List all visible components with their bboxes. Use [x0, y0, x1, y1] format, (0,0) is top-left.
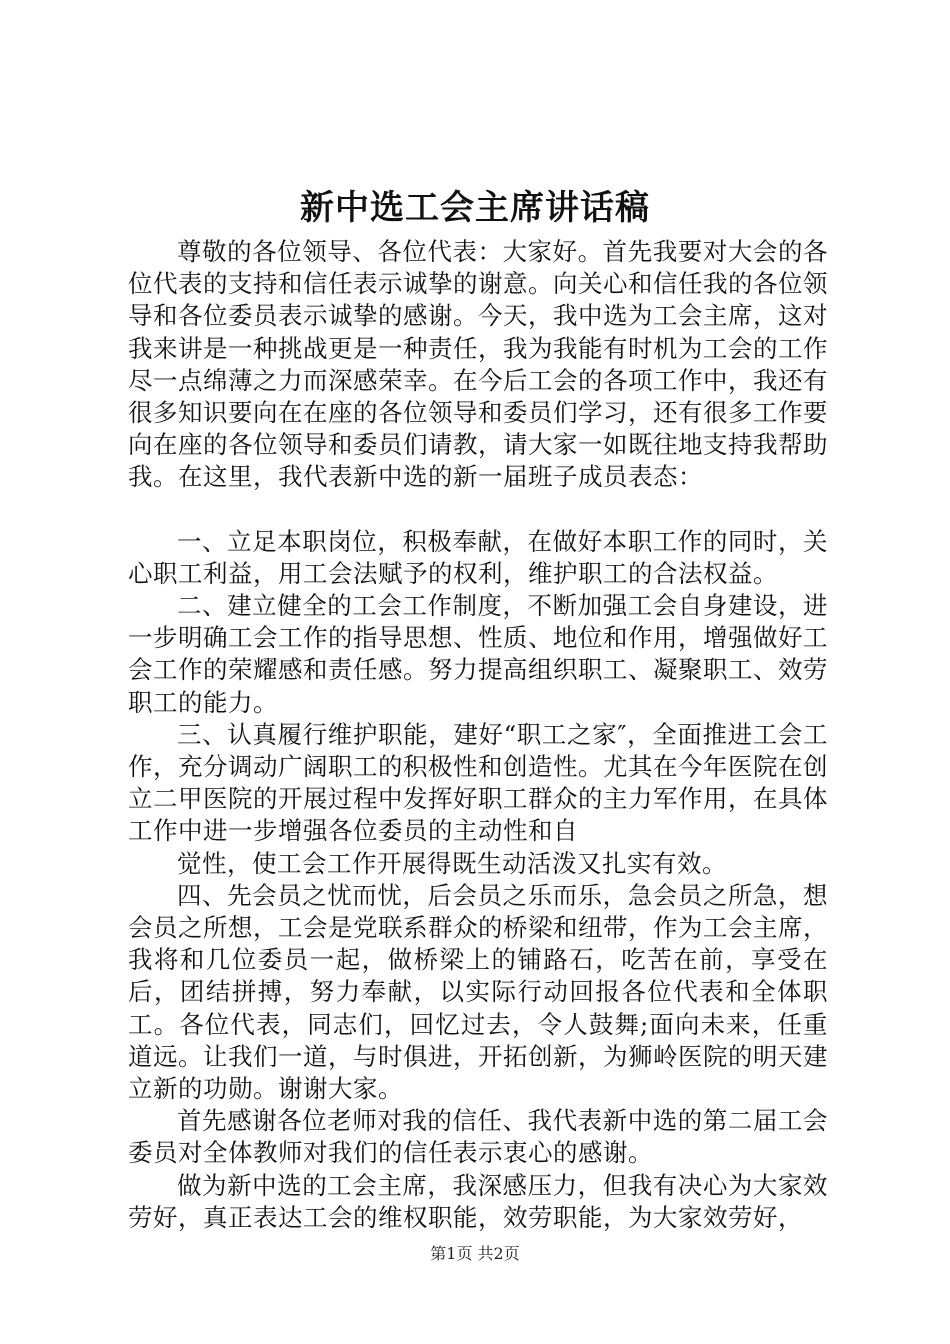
paragraph-point-1: 一、立足本职岗位，积极奉献，在做好本职工作的同时，关心职工利益，用工会法赋予的权利，维护职工的合法权益。	[128, 526, 828, 588]
paragraph-point-2: 二、建立健全的工会工作制度，不断加强工会自身建设，进一步明确工会工作的指导思想、性质、地位和作用，增强做好工会工作的荣耀感和责任感。努力提高组织职工、凝聚职工、效劳职工的能力。	[128, 591, 828, 717]
paragraph-gap	[128, 494, 828, 526]
paragraph-thanks: 首先感谢各位老师对我的信任、我代表新中选的第二届工会委员对全体教师对我们的信任表示衷心的感谢。	[128, 1106, 828, 1168]
paragraph-point-3-continued: 觉性，使工会工作开展得既生动活泼又扎实有效。	[177, 848, 727, 878]
paragraph-point-3: 三、认真履行维护职能，建好“职工之家″，全面推进工会工作，充分调动广阔职工的积极性和创造性。尤其在今年医院在创立二甲医院的开展过程中发挥好职工群众的主力军作用，在具体工作中进一步增强各位委员的主动性和自	[128, 719, 828, 846]
paragraph-opening: 尊敬的各位领导、各位代表：大家好。首先我要对大会的各位代表的支持和信任表示诚挚的谢意。向关心和信任我的各位领导和各位委员表示诚挚的感谢。今天，我中选为工会主席，这对我来讲是一种挑战更是一种责任，我为我能有时机为工会的工作尽一点绵薄之力而深感荣幸。在今后工会的各项工作中，我还有很多知识要向在在座的各位领导和委员们学习，还有很多工作要向在座的各位领导和委员们请教，请大家一如既往地支持我帮助我。在这里，我代表新中选的新一届班子成员表态：	[128, 237, 828, 492]
paragraph-point-4: 四、先会员之忧而忧，后会员之乐而乐，急会员之所急，想会员之所想，工会是党联系群众的桥梁和纽带，作为工会主席，我将和几位委员一起，做桥梁上的铺路石，吃苦在前，享受在后，团结拼搏，努力奉献，以实际行动回报各位代表和全体职工。各位代表，同志们，回忆过去，令人鼓舞;面向未来，任重道远。让我们一道，与时俱进，开拓创新，为狮岭医院的明天建立新的功勋。谢谢大家。	[128, 880, 828, 1104]
document-body	[128, 236, 828, 1234]
paragraph-commitment: 做为新中选的工会主席，我深感压力，但我有决心为大家效劳好，真正表达工会的维权职能，效劳职能，为大家效劳好，	[128, 1170, 828, 1232]
document-title: 新中选工会主席讲话稿	[300, 188, 650, 228]
page-number: 第1页 共2页	[430, 1244, 520, 1263]
